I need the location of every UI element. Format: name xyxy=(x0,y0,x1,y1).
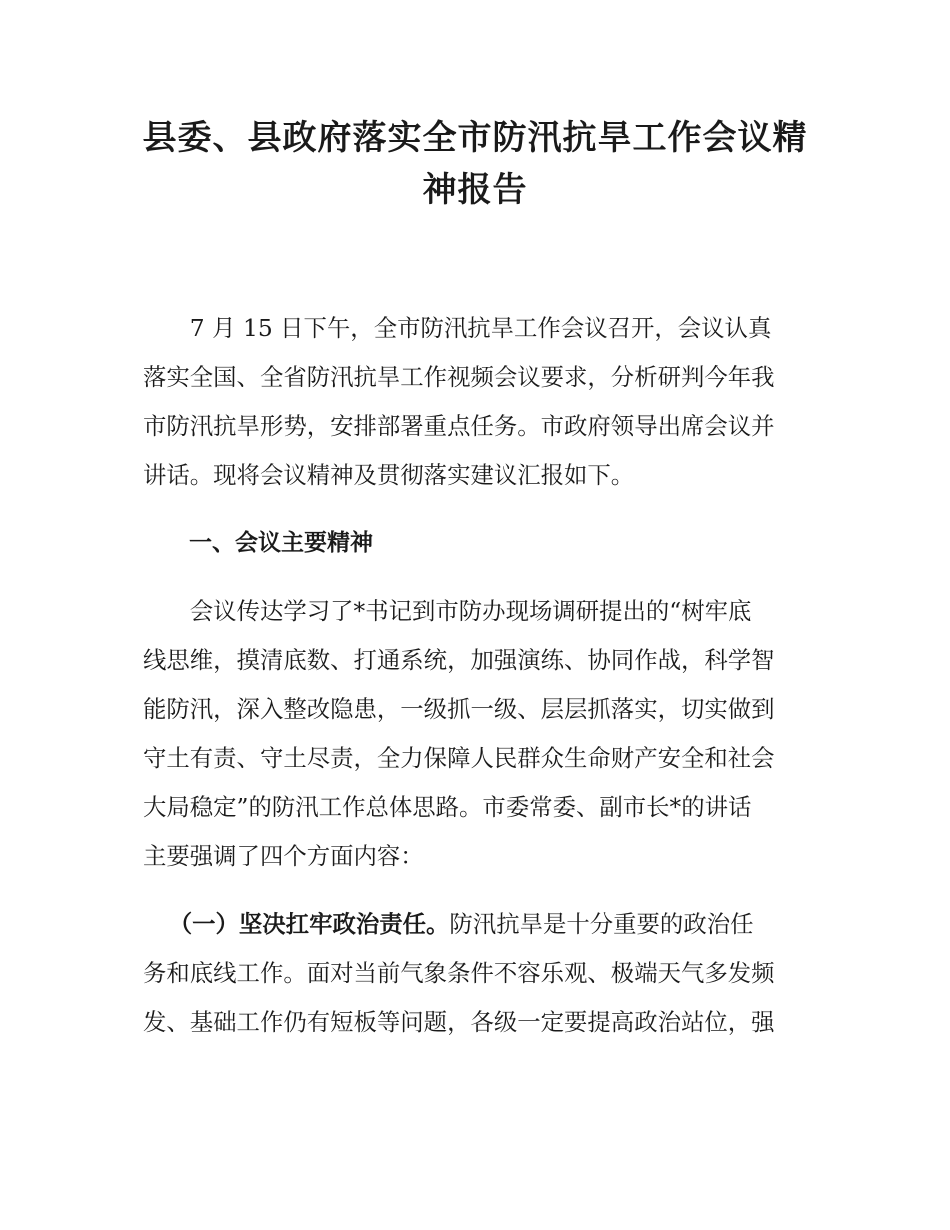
point1-lead: （一）坚决扛牢政治责任。 xyxy=(168,910,450,938)
document-body xyxy=(143,304,810,1066)
intro-line-3: 市防汛抗旱形势，安排部署重点任务。市政府领导出席会议并 xyxy=(143,412,775,440)
section1-line-3: 能防汛，深入整改隐患，一级抓一级、层层抓落实，切实做到 xyxy=(143,695,775,723)
intro-line-4: 讲话。现将会议精神及贯彻落实建议汇报如下。 xyxy=(143,461,635,489)
section1-paragraph xyxy=(143,587,810,881)
point1-line-2: 务和底线工作。面对当前气象条件不容乐观、极端天气多发频 xyxy=(143,959,775,987)
title-line-1: 县委、县政府落实全市防汛抗旱工作会议精 xyxy=(142,118,808,158)
intro-line-1: 7 月 15 日下午，全市防汛抗旱工作会议召开，会议认真 xyxy=(189,314,772,342)
intro-line-2: 落实全国、全省防汛抗旱工作视频会议要求，分析研判今年我 xyxy=(143,363,775,391)
title-line-2: 神报告 xyxy=(422,170,528,210)
point1-paragraph xyxy=(143,900,810,1047)
section1-line-2: 线思维，摸清底数、打通系统，加强演练、协同作战，科学智 xyxy=(143,646,775,674)
section-heading-1: 一、会议主要精神 xyxy=(189,530,373,556)
point1-line-3: 发、基础工作仍有短板等问题，各级一定要提高政治站位，强 xyxy=(143,1008,775,1036)
point1-line-1 xyxy=(143,900,810,949)
section1-line-1: 会议传达学习了*书记到市防办现场调研提出的“树牢底 xyxy=(189,597,752,625)
intro-paragraph xyxy=(143,304,810,500)
section1-line-4: 守土有责、守土尽责，全力保障人民群众生命财产安全和社会 xyxy=(143,744,775,772)
section1-line-6: 主要强调了四个方面内容： xyxy=(143,842,424,870)
point1-line-1-rest: 防汛抗旱是十分重要的政治任 xyxy=(449,910,754,938)
section1-line-5: 大局稳定”的防汛工作总体思路。市委常委、副市长*的讲话 xyxy=(143,793,752,821)
document-title xyxy=(140,112,810,216)
